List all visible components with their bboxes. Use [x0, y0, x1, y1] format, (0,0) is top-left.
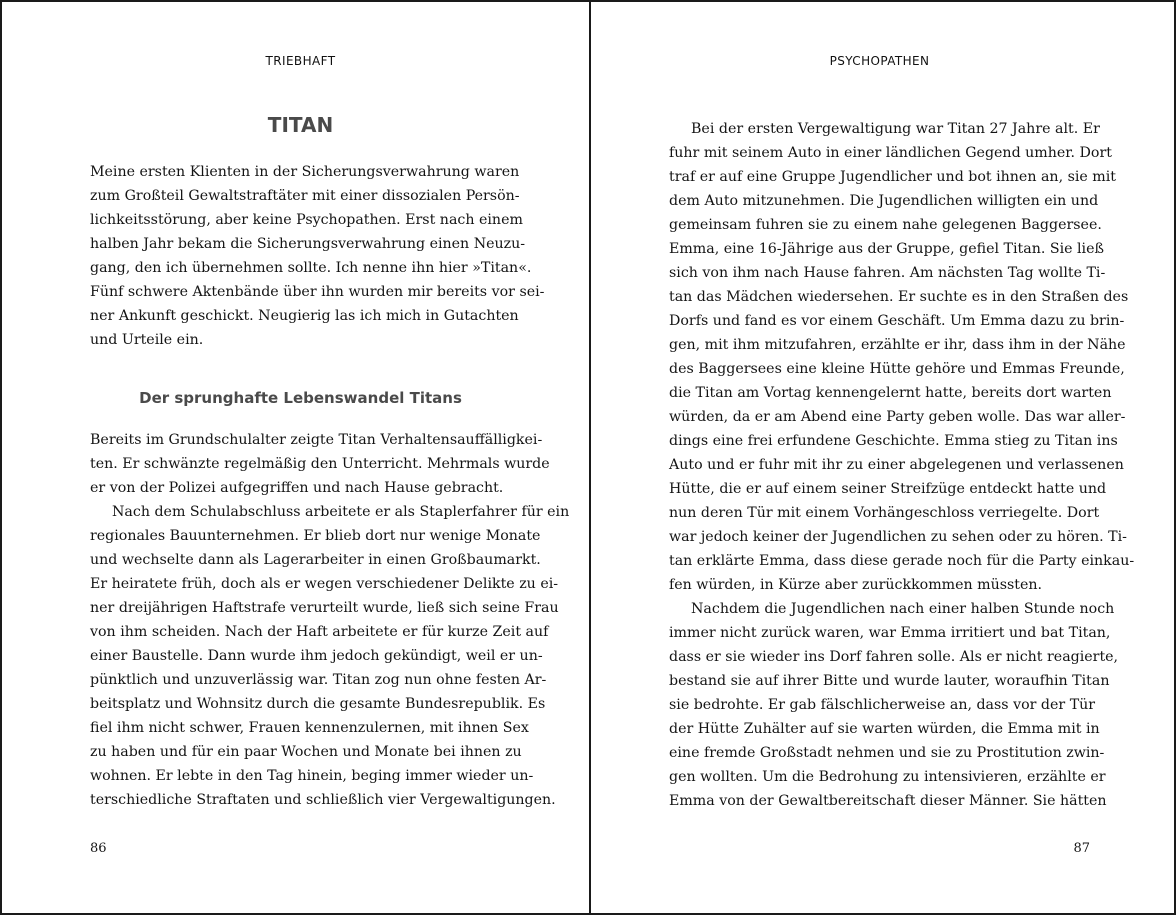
text-line: einer Baustelle. Dann wurde ihm jedoch gekündigt, weil er un-: [90, 648, 543, 664]
text-line: Emma von der Gewaltbereitschaft dieser Männer. Sie hätten: [669, 793, 1107, 809]
text-line: dass er sie wieder ins Dorf fahren solle. Als er nicht reagierte,: [669, 649, 1119, 665]
text-line: zum Großteil Gewaltstraftäter mit einer dissozialen Persön-: [90, 188, 520, 204]
text-line: fiel ihm nicht schwer, Frauen kennenzulernen, mit ihnen Sex: [90, 720, 529, 736]
text-line: Nach dem Schulabschluss arbeitete er als Staplerfahrer für ein: [112, 504, 570, 520]
text-line: terschiedliche Straftaten und schließlich vier Vergewaltigungen.: [90, 792, 556, 808]
text-line: immer nicht zurück waren, war Emma irritiert und bat Titan,: [669, 625, 1111, 641]
intro-paragraph: [90, 160, 545, 352]
paragraph-first-rape: [669, 117, 1135, 597]
text-line: gang, den ich übernehmen sollte. Ich nenne ihn hier »Titan«.: [90, 260, 532, 276]
text-line: Fünf schwere Aktenbände über ihn wurden mir bereits vor sei-: [90, 284, 545, 300]
text-line: Meine ersten Klienten in der Sicherungsverwahrung waren: [90, 164, 520, 180]
text-line: Emma, eine 16-Jährige aus der Gruppe, gefiel Titan. Sie ließ: [669, 241, 1104, 257]
page-number-right: 87: [1073, 841, 1090, 856]
page-number-left: 86: [90, 841, 107, 856]
text-line: bestand sie auf ihrer Bitte und wurde lauter, woraufhin Titan: [669, 673, 1110, 689]
text-line: zu haben und für ein paar Wochen und Monate bei ihnen zu: [90, 744, 522, 760]
text-line: gen, mit ihm mitzufahren, erzählte er ihr, dass ihm in der Nähe: [669, 337, 1126, 353]
text-line: fen würden, in Kürze aber zurückkommen müssten.: [669, 577, 1043, 593]
text-line: pünktlich und unzuverlässig war. Titan zog nun ohne festen Ar-: [90, 672, 547, 688]
text-line: würden, da er am Abend eine Party geben wolle. Das war aller-: [669, 409, 1126, 425]
left-page: [90, 2, 570, 913]
text-line: Nachdem die Jugendlichen nach einer halben Stunde noch: [691, 601, 1115, 617]
book-gutter: [589, 2, 591, 913]
text-line: halben Jahr bekam die Sicherungsverwahrung einen Neuzu-: [90, 236, 526, 252]
paragraph-childhood: [90, 428, 550, 500]
text-line: gemeinsam fuhren sie zu einem nahe gelegenen Baggersee.: [669, 217, 1102, 233]
text-line: wohnen. Er lebte in den Tag hinein, beging immer wieder un-: [90, 768, 534, 784]
text-line: fuhr mit seinem Auto in einer ländlichen Gegend umher. Dort: [669, 145, 1112, 161]
text-line: des Baggersees eine kleine Hütte gehöre und Emmas Freunde,: [669, 361, 1125, 377]
running-head-right: PSYCHOPATHEN: [829, 54, 930, 68]
text-line: lichkeitsstörung, aber keine Psychopathen. Erst nach einem: [90, 212, 523, 228]
text-line: und Urteile ein.: [90, 332, 204, 348]
text-line: eine fremde Großstadt nehmen und sie zu Prostitution zwin-: [669, 745, 1105, 761]
running-head-left: TRIEBHAFT: [265, 54, 336, 68]
text-line: er von der Polizei aufgegriffen und nach Hause gebracht.: [90, 480, 504, 496]
text-line: und wechselte dann als Lagerarbeiter in einen Großbaumarkt.: [90, 552, 541, 568]
text-line: sie bedrohte. Er gab fälschlicherweise an, dass vor der Tür: [669, 697, 1096, 713]
text-line: dem Auto mitzunehmen. Die Jugendlichen willigten ein und: [669, 193, 1099, 209]
text-line: tan das Mädchen wiedersehen. Er suchte es in den Straßen des: [669, 289, 1129, 305]
text-line: tan erklärte Emma, dass diese gerade noch für die Party einkau-: [669, 553, 1135, 569]
text-line: war jedoch keiner der Jugendlichen zu sehen oder zu hören. Ti-: [669, 529, 1127, 545]
text-line: Dorfs und fand es vor einem Geschäft. Um Emma dazu zu brin-: [669, 313, 1125, 329]
section-title: Der sprunghafte Lebenswandel Titans: [139, 389, 462, 407]
text-line: Er heiratete früh, doch als er wegen verschiedener Delikte zu ei-: [90, 576, 559, 592]
paragraph-threat: [669, 597, 1119, 813]
text-line: Auto und er fuhr mit ihr zu einer abgelegenen und verlassenen: [669, 457, 1124, 473]
text-line: gen wollten. Um die Bedrohung zu intensivieren, erzählte er: [669, 769, 1106, 785]
text-line: der Hütte Zuhälter auf sie warten würden, die Emma mit in: [669, 721, 1100, 737]
text-line: ner dreijährigen Haftstrafe verurteilt wurde, ließ sich seine Frau: [90, 600, 559, 616]
text-line: traf er auf eine Gruppe Jugendlicher und bot ihnen an, sie mit: [669, 169, 1117, 185]
text-line: beitsplatz und Wohnsitz durch die gesamte Bundesrepublik. Es: [90, 696, 546, 712]
paragraph-career: [90, 500, 570, 812]
text-line: Hütte, die er auf einem seiner Streifzüge entdeckt hatte und: [669, 481, 1107, 497]
text-line: ner Ankunft geschickt. Neugierig las ich mich in Gutachten: [90, 308, 519, 324]
text-line: regionales Bauunternehmen. Er blieb dort nur wenige Monate: [90, 528, 541, 544]
text-line: Bereits im Grundschulalter zeigte Titan Verhaltensauffälligkei-: [90, 432, 543, 448]
right-page: [669, 2, 1135, 913]
text-line: dings eine frei erfundene Geschichte. Emma stieg zu Titan ins: [669, 433, 1118, 449]
text-line: nun deren Tür mit einem Vorhängeschloss verriegelte. Dort: [669, 505, 1100, 521]
chapter-title: TITAN: [267, 113, 334, 137]
text-line: Bei der ersten Vergewaltigung war Titan 27 Jahre alt. Er: [691, 121, 1100, 137]
text-line: von ihm scheiden. Nach der Haft arbeitete er für kurze Zeit auf: [90, 624, 549, 640]
text-line: die Titan am Vortag kennengelernt hatte, bereits dort warten: [669, 385, 1112, 401]
text-line: ten. Er schwänzte regelmäßig den Unterricht. Mehrmals wurde: [90, 456, 550, 472]
text-line: sich von ihm nach Hause fahren. Am nächsten Tag wollte Ti-: [669, 265, 1106, 281]
